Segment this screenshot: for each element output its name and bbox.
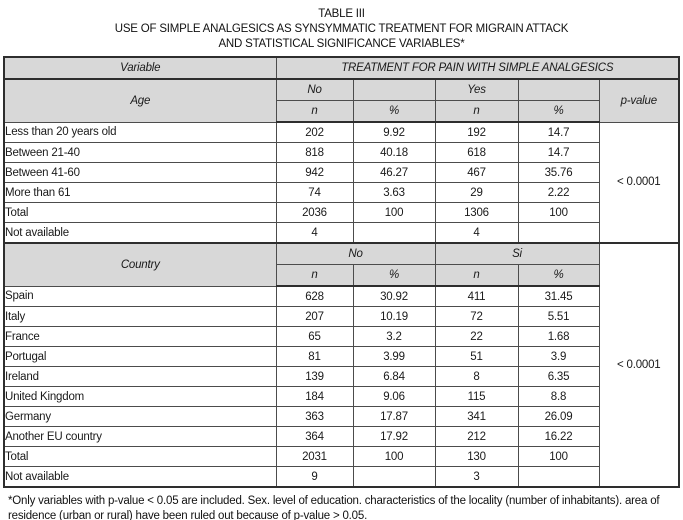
country-no-label: No — [276, 243, 435, 265]
cell-yes-n: 618 — [435, 143, 518, 163]
table-row — [4, 203, 679, 223]
table-row — [4, 447, 679, 467]
table-row — [4, 387, 679, 407]
cell-yes-pct: 31.45 — [518, 286, 599, 307]
cell-yes-n: 1306 — [435, 203, 518, 223]
country-si-label: Si — [435, 243, 599, 265]
table-title-line1: TABLE III — [318, 8, 365, 20]
cell-no-n: 818 — [276, 143, 353, 163]
table-row — [4, 57, 679, 79]
cell-yes-n: 212 — [435, 427, 518, 447]
row-label: Between 21-40 — [4, 143, 276, 163]
cell-no-n: 65 — [276, 327, 353, 347]
table-row — [4, 327, 679, 347]
age-no-empty — [353, 79, 435, 101]
cell-yes-n: 8 — [435, 367, 518, 387]
cell-no-n: 202 — [276, 122, 353, 143]
header-treatment: TREATMENT FOR PAIN WITH SIMPLE ANALGESICS — [276, 57, 679, 79]
cell-yes-n: 51 — [435, 347, 518, 367]
age-no-n-header: n — [276, 101, 353, 123]
cell-yes-n: 4 — [435, 223, 518, 244]
cell-yes-n: 467 — [435, 163, 518, 183]
age-section-label: Age — [4, 79, 276, 122]
cell-no-n: 4 — [276, 223, 353, 244]
table-title-line2: USE OF SIMPLE ANALGESICS AS SYNSYMMATIC TREATMENT FOR MIGRAIN ATTACK — [114, 23, 569, 35]
cell-no-n: 363 — [276, 407, 353, 427]
data-table — [3, 56, 680, 488]
table-row — [4, 183, 679, 203]
table-row — [4, 243, 679, 265]
cell-yes-pct: 35.76 — [518, 163, 599, 183]
cell-yes-pct: 5.51 — [518, 307, 599, 327]
cell-yes-n: 3 — [435, 467, 518, 488]
age-yes-label: Yes — [435, 79, 518, 101]
table-row — [4, 163, 679, 183]
cell-yes-pct: 2.22 — [518, 183, 599, 203]
cell-no-pct — [353, 223, 435, 244]
table-row — [4, 407, 679, 427]
row-label: Italy — [4, 307, 276, 327]
row-label: United Kingdom — [4, 387, 276, 407]
country-pvalue: < 0.0001 — [599, 243, 679, 487]
age-yes-pct-header: % — [518, 101, 599, 123]
cell-no-pct: 6.84 — [353, 367, 435, 387]
country-si-pct-header: % — [518, 265, 599, 287]
cell-yes-n: 130 — [435, 447, 518, 467]
cell-no-pct: 46.27 — [353, 163, 435, 183]
cell-yes-n: 72 — [435, 307, 518, 327]
age-pvalue: < 0.0001 — [599, 122, 679, 243]
cell-yes-n: 22 — [435, 327, 518, 347]
cell-no-n: 184 — [276, 387, 353, 407]
row-label: Another EU country — [4, 427, 276, 447]
cell-no-n: 139 — [276, 367, 353, 387]
cell-yes-pct: 3.9 — [518, 347, 599, 367]
row-label: Between 41-60 — [4, 163, 276, 183]
row-label: Portugal — [4, 347, 276, 367]
table-title — [0, 0, 683, 52]
cell-yes-pct — [518, 223, 599, 244]
table-row — [4, 143, 679, 163]
cell-no-n: 9 — [276, 467, 353, 488]
table-row — [4, 223, 679, 244]
table-row — [4, 286, 679, 307]
row-label: Ireland — [4, 367, 276, 387]
cell-no-n: 2031 — [276, 447, 353, 467]
cell-yes-pct: 6.35 — [518, 367, 599, 387]
age-yes-n-header: n — [435, 101, 518, 123]
cell-no-n: 942 — [276, 163, 353, 183]
cell-yes-n: 192 — [435, 122, 518, 143]
cell-no-pct: 3.2 — [353, 327, 435, 347]
cell-no-n: 364 — [276, 427, 353, 447]
cell-no-pct: 9.06 — [353, 387, 435, 407]
row-label: Germany — [4, 407, 276, 427]
header-variable: Variable — [4, 57, 276, 79]
row-label: More than 61 — [4, 183, 276, 203]
country-no-n-header: n — [276, 265, 353, 287]
cell-no-pct — [353, 467, 435, 488]
country-section-label: Country — [4, 243, 276, 286]
country-si-n-header: n — [435, 265, 518, 287]
cell-no-pct: 3.99 — [353, 347, 435, 367]
pvalue-header: p-value — [599, 79, 679, 122]
cell-no-pct: 9.92 — [353, 122, 435, 143]
cell-yes-pct: 16.22 — [518, 427, 599, 447]
cell-no-pct: 17.87 — [353, 407, 435, 427]
row-label: France — [4, 327, 276, 347]
cell-no-pct: 17.92 — [353, 427, 435, 447]
row-label: Not available — [4, 223, 276, 244]
cell-yes-pct — [518, 467, 599, 488]
table-title-line3: AND STATISTICAL SIGNIFICANCE VARIABLES* — [218, 38, 465, 50]
table-row — [4, 427, 679, 447]
cell-no-n: 81 — [276, 347, 353, 367]
cell-no-pct: 100 — [353, 203, 435, 223]
cell-no-pct: 10.19 — [353, 307, 435, 327]
age-no-pct-header: % — [353, 101, 435, 123]
table-footnote: *Only variables with p-value < 0.05 are included. Sex. level of education. characteristics of the locality (number of inhabitants). area of residence (urban or rural) have been ruled out because of p-value > 0.05. — [8, 495, 660, 520]
cell-yes-pct: 100 — [518, 203, 599, 223]
cell-yes-pct: 100 — [518, 447, 599, 467]
row-label: Not available — [4, 467, 276, 488]
cell-yes-pct: 1.68 — [518, 327, 599, 347]
country-no-pct-header: % — [353, 265, 435, 287]
cell-no-pct: 3.63 — [353, 183, 435, 203]
cell-yes-pct: 14.7 — [518, 143, 599, 163]
cell-no-n: 74 — [276, 183, 353, 203]
cell-no-pct: 100 — [353, 447, 435, 467]
age-no-label: No — [276, 79, 353, 101]
table-row — [4, 367, 679, 387]
age-yes-empty — [518, 79, 599, 101]
row-label: Less than 20 years old — [4, 122, 276, 143]
cell-no-n: 207 — [276, 307, 353, 327]
row-label: Total — [4, 203, 276, 223]
row-label: Total — [4, 447, 276, 467]
table-row — [4, 307, 679, 327]
table-row — [4, 347, 679, 367]
cell-yes-n: 341 — [435, 407, 518, 427]
cell-no-n: 628 — [276, 286, 353, 307]
cell-yes-n: 29 — [435, 183, 518, 203]
cell-yes-pct: 14.7 — [518, 122, 599, 143]
table-row — [4, 79, 679, 101]
cell-yes-n: 115 — [435, 387, 518, 407]
cell-no-pct: 30.92 — [353, 286, 435, 307]
table-row — [4, 467, 679, 488]
row-label: Spain — [4, 286, 276, 307]
cell-no-n: 2036 — [276, 203, 353, 223]
cell-yes-pct: 26.09 — [518, 407, 599, 427]
table-row — [4, 122, 679, 143]
cell-yes-pct: 8.8 — [518, 387, 599, 407]
cell-no-pct: 40.18 — [353, 143, 435, 163]
cell-yes-n: 411 — [435, 286, 518, 307]
